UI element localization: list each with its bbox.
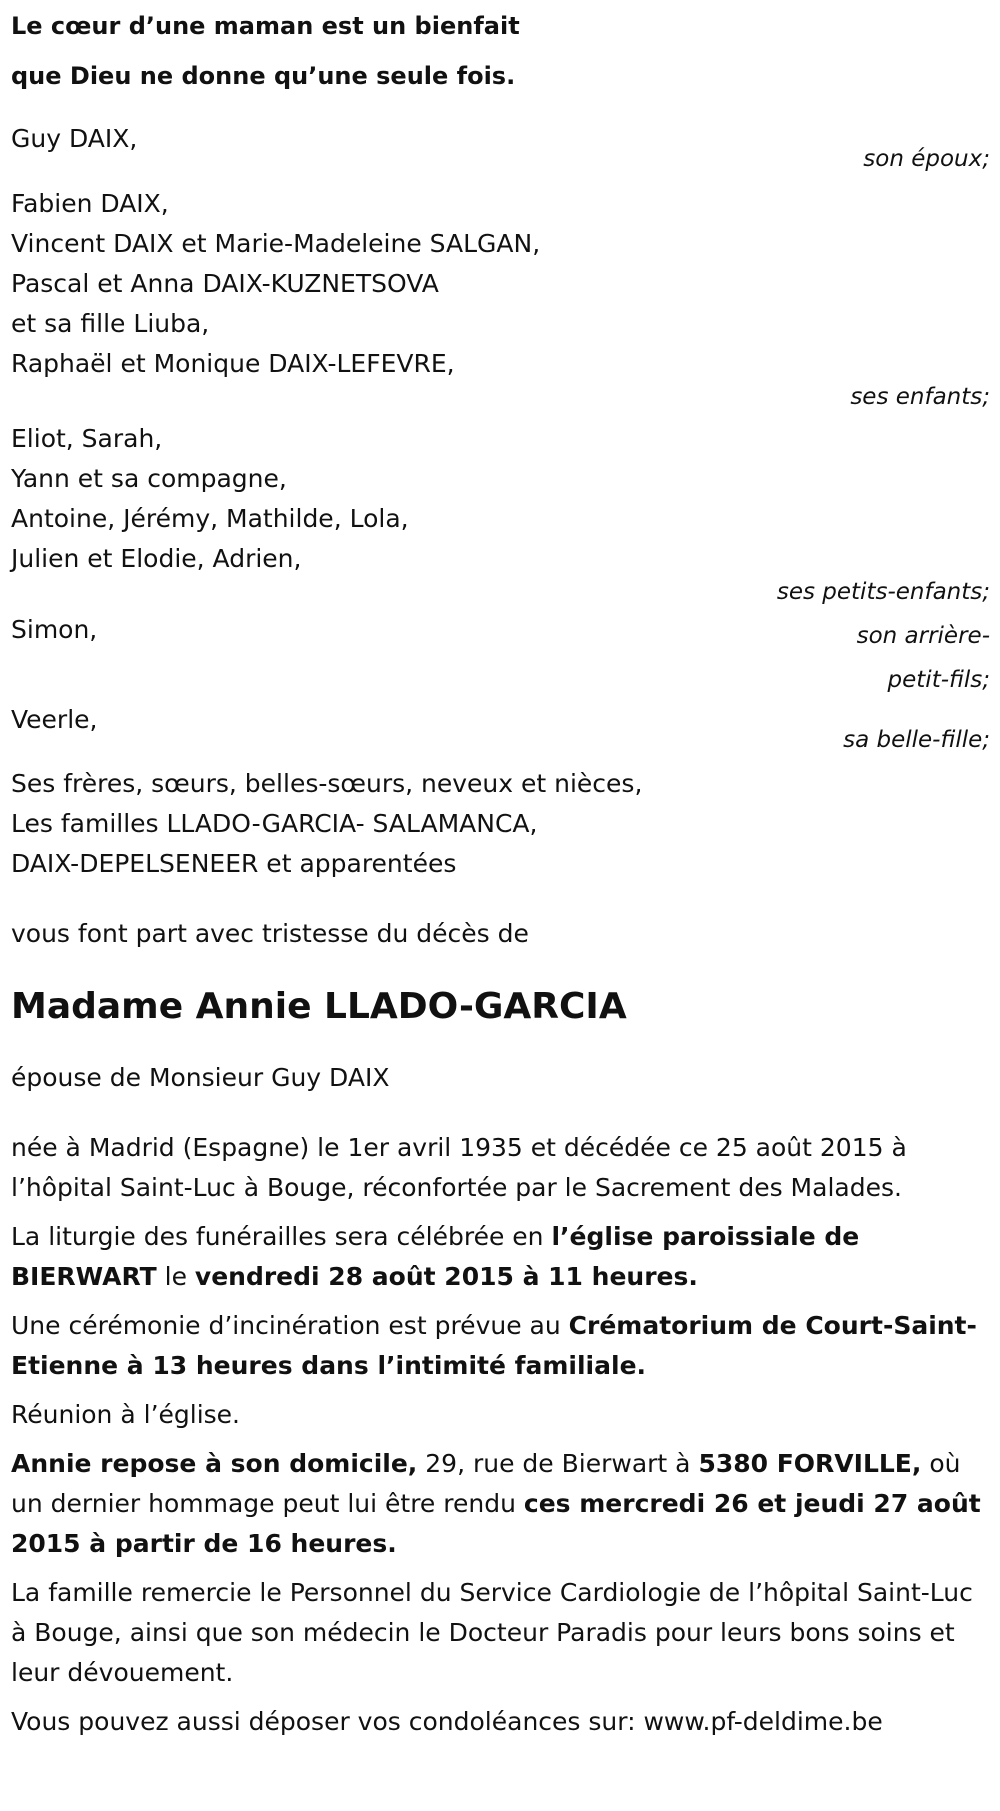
role-children: ses enfants;	[850, 384, 990, 410]
role-grandchildren: ses petits-enfants;	[776, 579, 990, 605]
name-line: Pascal et Anna DAIX-KUZNETSOVA	[11, 269, 439, 298]
role-spouse: son époux;	[863, 146, 990, 172]
name-line: Ses frères, sœurs, belles-sœurs, neveux et nièces,	[11, 769, 643, 798]
other-relatives	[11, 764, 990, 884]
epigraph	[11, 1, 990, 101]
birth-death-paragraph: née à Madrid (Espagne) le 1er avril 1935 et décédée ce 25 août 2015 à l’hôpital Saint-Luc à Bouge, réconfortée par le Sacrement des Malades.	[11, 1133, 907, 1202]
children-names	[11, 184, 990, 384]
epigraph-line-1: Le cœur d’une maman est un bienfait	[11, 12, 520, 40]
name-line: DAIX-DEPELSENEER et apparentées	[11, 849, 457, 878]
obituary-page	[0, 1, 990, 1742]
name-line: Veerle,	[11, 705, 98, 734]
role-line: petit-fils;	[887, 667, 990, 693]
crematorium-details: Crématorium de Court-Saint-Etienne à 13 heures dans l’intimité familiale.	[11, 1311, 977, 1380]
grandchildren-names	[11, 419, 990, 579]
repose-town: 5380 FORVILLE,	[698, 1449, 922, 1478]
name-line: Fabien DAIX,	[11, 189, 169, 218]
funeral-date: vendredi 28 août 2015 à 11 heures.	[194, 1262, 698, 1291]
name-line: Yann et sa compagne,	[11, 464, 287, 493]
role-daughter-in-law: sa belle-fille;	[843, 727, 990, 753]
group-great-grandchild	[11, 610, 990, 700]
repose-place: Annie repose à son domicile,	[11, 1449, 418, 1478]
church-name: l’église paroissiale de BIERWART	[11, 1222, 860, 1291]
name-line: et sa fille Liuba,	[11, 309, 210, 338]
great-grandchild-names	[11, 610, 990, 650]
group-children	[11, 184, 990, 417]
group-grandchildren	[11, 419, 990, 612]
group-spouse	[11, 119, 990, 179]
visiting-dates: ces mercredi 26 et jeudi 27 août 2015 à partir de 16 heures.	[11, 1489, 981, 1558]
cremation-paragraph: Une cérémonie d’incinération est prévue au Crématorium de Court-Saint-Etienne à 13 heures dans l’intimité familiale.	[11, 1311, 977, 1380]
name-line: Les familles LLADO-GARCIA- SALAMANCA,	[11, 809, 538, 838]
name-line: Raphaël et Monique DAIX-LEFEVRE,	[11, 349, 455, 378]
epigraph-line-2: que Dieu ne donne qu’une seule fois.	[11, 62, 516, 90]
reunion-paragraph: Réunion à l’église.	[11, 1400, 241, 1429]
liturgy-paragraph: La liturgie des funérailles sera célébrée en l’église paroissiale de BIERWART le vendredi 28 août 2015 à 11 heures.	[11, 1222, 860, 1291]
name-line: Antoine, Jérémy, Mathilde, Lola,	[11, 504, 409, 533]
spouse-of-text: épouse de Monsieur Guy DAIX	[11, 1063, 390, 1092]
deceased-name: Madame Annie LLADO-GARCIA	[11, 986, 627, 1027]
name-line: Simon,	[11, 615, 98, 644]
group-daughter-in-law	[11, 700, 990, 760]
repose-paragraph: Annie repose à son domicile, 29, rue de Bierwart à 5380 FORVILLE, où un dernier hommage peut lui être rendu ces mercredi 26 et jeudi 27 août 2015 à partir de 16 heures.	[11, 1449, 981, 1558]
thanks-paragraph: La famille remercie le Personnel du Service Cardiologie de l’hôpital Saint-Luc à Bouge, ainsi que son médecin le Docteur Paradis pour leurs bons soins et leur dévouement.	[11, 1578, 973, 1687]
role-line: son arrière-	[856, 623, 990, 649]
name-line: Eliot, Sarah,	[11, 424, 163, 453]
name-line: Vincent DAIX et Marie-Madeleine SALGAN,	[11, 229, 541, 258]
name-line: Julien et Elodie, Adrien,	[11, 544, 302, 573]
name-line: Guy DAIX,	[11, 124, 138, 153]
announcement-text: vous font part avec tristesse du décès de	[11, 919, 529, 948]
condolences-paragraph: Vous pouvez aussi déposer vos condoléances sur: www.pf-deldime.be	[11, 1707, 883, 1736]
role-great-grandchild	[857, 614, 990, 702]
